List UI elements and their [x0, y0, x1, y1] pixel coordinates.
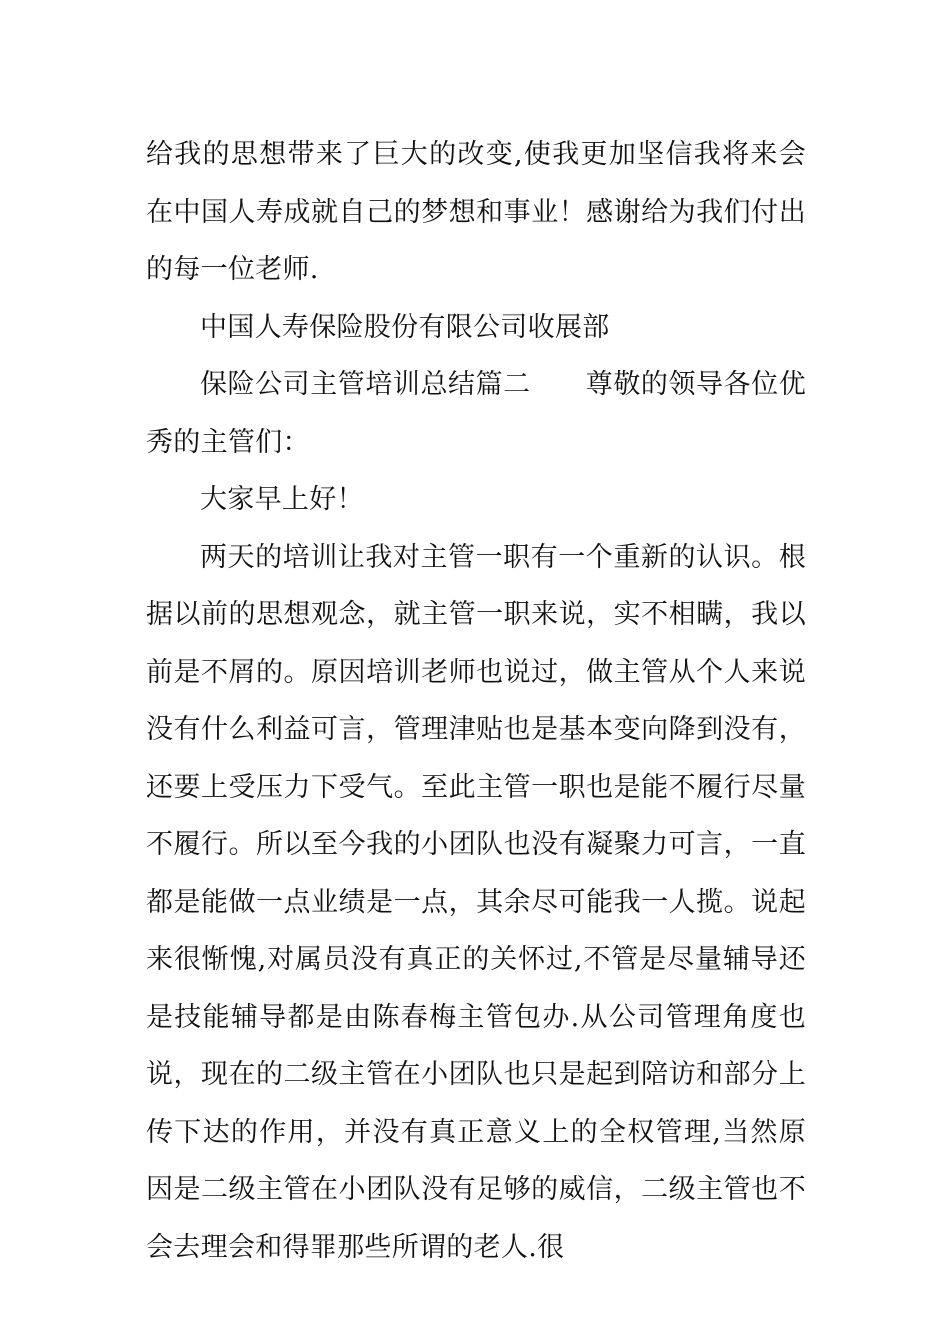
paragraph-greeting: 大家早上好！: [200, 484, 364, 515]
paragraph-section-heading: 保险公司主管培训总结篇二 尊敬的领导各位优秀的主管们：: [146, 369, 806, 458]
document-body: [146, 126, 806, 1276]
paragraph-main-body: 两天的培训让我对主管一职有一个重新的认识。根据以前的思想观念，就主管一职来说，实不相瞒，我以前是不屑的。原因培训老师也说过，做主管从个人来说没有什么利益可言，管理津贴也是基本变向降到没有，还要上受压力下受气。至此主管一职也是能不履行尽量不履行。所以至今我的小团队也没有凝聚力可言，一直都是能做一点业绩是一点，其余尽可能我一人揽。说起来很惭愧,对属员没有真正的关怀过,不管是尽量辅导还是技能辅导都是由陈春梅主管包办.从公司管理角度也说，现在的二级主管在小团队也只是起到陪访和部分上传下达的作用，并没有真正意义上的全权管理,当然原因是二级主管在小团队没有足够的威信，二级主管也不会去理会和得罪那些所谓的老人.很: [146, 541, 806, 1263]
paragraph-continuation: 给我的思想带来了巨大的改变,使我更加坚信我将来会在中国人寿成就自己的梦想和事业！感谢给为我们付出的每一位老师.: [146, 139, 806, 285]
paragraph-signature: 中国人寿保险股份有限公司收展部: [200, 311, 610, 343]
